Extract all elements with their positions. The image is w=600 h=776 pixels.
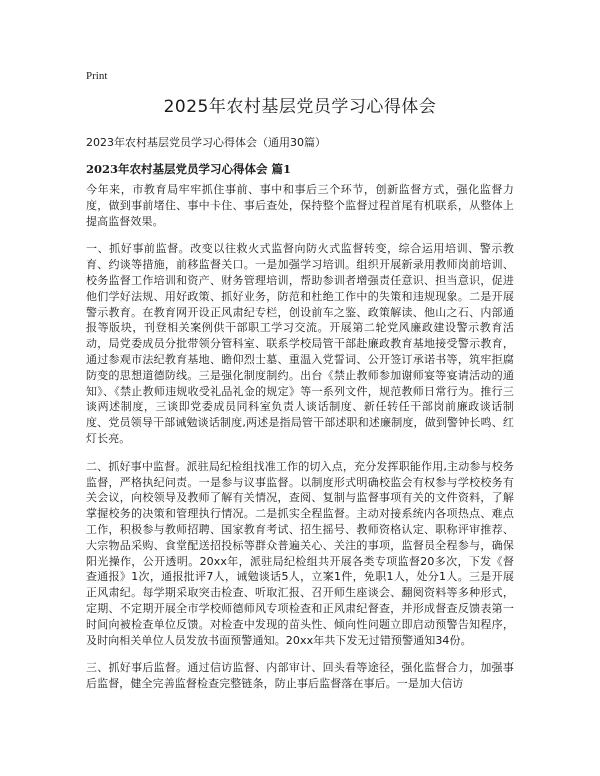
paragraph-pre-supervision: 一、抓好事前监督。改变以往救火式监督向防火式监督转变，综合运用培训、警示教育、约谈等措施，前移监督关口。一是加强学习培训。组织开展新录用教师岗前培训、校务监督工作培训和资产、财务管理培训，帮助参训者增强责任意识、担当意识，促进他们学好法规、用好政策、抓好业务，防范和杜绝工作中的失策和违规现象。二是开展警示教育。在教育网开设正风肃纪专栏，创设前车之鉴、政策解读、他山之石、内部通报等版块，刊登相关案例供干部职工学习交流。开展第二轮党风廉政建设警示教育活动，局党委成员分批带领分管科室、联系学校局管干部赴廉政教育基地接受警示教育，通过参观市法纪教育基地、瞻仰烈士墓、重温入党誓词、公开签订承诺书等，筑牢拒腐防变的思想道德防线。三是强化制度制约。出台《禁止教师参加谢师宴等宴请活动的通知》、《禁止教师违规收受礼品礼金的规定》等一系列文件，规范教师日常行为。推行三谈两述制度，三谈即党委成员同科室负责人谈话制度、新任转任干部岗前廉政谈话制度、党员领导干部诫勉谈话制度,两述是指局管干部述职和述廉制度，做到警钟长鸣、红灯长亮。 [86,242,514,445]
paragraph-intro: 今年来，市教育局牢牢抓住事前、事中和事后三个环节，创新监督方式，强化监督力度，做到事前堵住、事中卡住、事后查处，保持整个监督过程首尾有机联系，从整体上提高监督效果。 [86,183,514,228]
section-heading: 2023年农村基层党员学习心得体会 篇1 [86,162,292,176]
document-subtitle: 2023年农村基层党员学习心得体会（通用30篇） [86,136,326,149]
page-title: 2025年农村基层党员学习心得体会 [163,97,437,117]
print-link[interactable]: Print [86,70,108,82]
paragraph-in-process-supervision: 二、抓好事中监督。派驻局纪检组找准工作的切入点，充分发挥职能作用,主动参与校务监督，严格执纪问责。一是参与议事监督。以制度形式明确校监会有权参与学校校务有关会议，向校领导及教师了解有关情况，查阅、复制与监督事项有关的文件资料，了解掌握校务的决策和管理执行情况。二是抓实全程监督。主动对接系统内各项热点、难点工作，积极参与教师招聘、国家教育考试、招生摇号、教师资格认定、职称评审推荐、大宗物品采购、食堂配送招投标等群众普遍关心、关注的事项，监督员全程参与，确保阳光操作，公开透明。20xx年，派驻局纪检组共开展各类专项监督20多次，下发《督查通报》1次，通报批评7人，诫勉谈话5人，立案1件，免职1人，处分1人。三是开展正风肃纪。每学期采取突击检查、听取汇报、召开师生座谈会、翻阅资料等多种形式，定期、不定期开展全市学校师德师风专项检查和正风肃纪督查，并形成督查反馈表第一时间向被检查单位反馈。对检查中发现的苗头性、倾向性问题立即启动预警告知程序，及时向相关单位人员发放书面预警通知。20xx年共下发无过错预警通知34份。 [86,459,514,647]
article-body [86,182,514,704]
paragraph-post-supervision: 三、抓好事后监督。通过信访监督、内部审计、回头看等途径，强化监督合力，加强事后监督，健全完善监督检查完整链条，防止事后监督落在事后。一是加大信访 [86,661,514,691]
